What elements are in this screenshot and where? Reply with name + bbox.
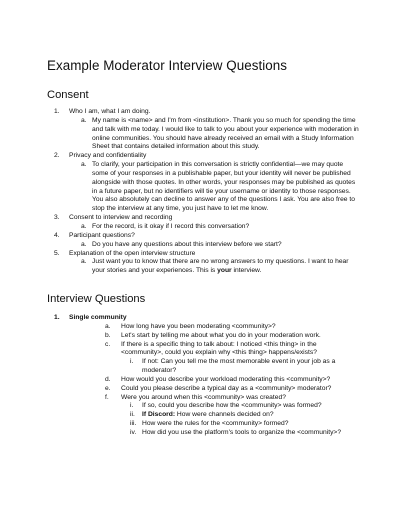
consent-subitem <box>47 223 360 232</box>
list-item-text: If there is a specific thing to talk about: I noticed <this thing> in the <community>, could you explain why <this thing> happens/exists? <box>121 340 317 357</box>
list-roman: i. <box>130 402 134 410</box>
question-item <box>47 376 360 385</box>
list-roman: iii. <box>130 420 137 428</box>
consent-subitem <box>47 258 360 276</box>
list-letter: a. <box>81 116 87 124</box>
question-subitem <box>47 411 360 420</box>
list-letter: c. <box>105 340 111 348</box>
consent-item <box>47 232 360 241</box>
list-item-text: interview. <box>231 267 262 275</box>
question-group <box>47 314 360 323</box>
list-item-text: How were channels decided on? <box>175 411 274 419</box>
consent-item <box>47 214 360 223</box>
list-item-text: Just want you to know that there are no wrong answers to my questions. I want to hear your stories and your experiences. This is <box>92 258 349 275</box>
list-letter: a. <box>81 222 87 230</box>
list-item-text: Single community <box>69 314 127 322</box>
document-title: Example Moderator Interview Questions <box>47 58 288 73</box>
list-item-text: Were you around when this <community> was created? <box>121 393 286 401</box>
list-item-text: Participant questions? <box>69 231 135 239</box>
question-item <box>47 323 360 332</box>
list-letter: a. <box>81 161 87 169</box>
list-item-text: Do you have any questions about this interview before we start? <box>92 240 282 248</box>
list-item-text: Let's start by telling me about what you do in your moderation work. <box>121 331 321 339</box>
list-number: 1. <box>54 108 60 115</box>
emphasis-text: If Discord: <box>142 411 176 419</box>
list-letter: a. <box>105 322 111 330</box>
question-item <box>47 332 360 341</box>
list-item-text: For the record, is it okay if I record this conversation? <box>92 222 250 230</box>
list-number: 1. <box>54 314 60 322</box>
consent-list <box>47 108 360 276</box>
question-subitem <box>47 358 360 376</box>
consent-subitem <box>47 161 360 214</box>
list-item-text: How were the rules for the <community> formed? <box>142 420 289 428</box>
consent-heading: Consent <box>47 89 89 101</box>
question-item <box>47 394 360 403</box>
consent-subitem <box>47 117 360 152</box>
interview-questions-heading: Interview Questions <box>47 293 146 306</box>
question-subitem <box>47 420 360 429</box>
question-subitem <box>47 429 360 438</box>
list-roman: ii. <box>130 411 135 419</box>
list-item-text: Privacy and confidentiality <box>69 152 147 160</box>
list-letter: f. <box>105 393 109 401</box>
consent-item <box>47 250 360 259</box>
list-roman: iv. <box>130 429 137 436</box>
list-item-text: Explanation of the open interview structure <box>69 249 196 257</box>
list-letter: a. <box>81 258 87 266</box>
list-item-text: How would you describe your workload moderating this <community>? <box>121 375 331 383</box>
list-letter: a. <box>81 240 87 248</box>
list-number: 2. <box>54 152 60 160</box>
question-subitem <box>47 402 360 411</box>
list-item-text: How long have you been moderating <community>? <box>121 322 276 330</box>
consent-subitem <box>47 241 360 250</box>
list-number: 3. <box>54 214 60 222</box>
consent-item <box>47 152 360 161</box>
list-letter: e. <box>105 384 111 392</box>
question-item <box>47 385 360 394</box>
emphasis-text: your <box>217 267 232 275</box>
list-item-text: If so, could you describe how the <community> was formed? <box>142 402 322 410</box>
list-letter: b. <box>105 331 111 339</box>
list-item-text: Could you please describe a typical day as a <community> moderator? <box>121 384 332 392</box>
list-item-text: If not: Can you tell me the most memorable event in your job as a moderator? <box>142 358 336 375</box>
list-letter: d. <box>105 375 111 383</box>
list-item-text: My name is <name> and I'm from <institution>. Thank you so much for spending the time and talk with me today. I would like to talk to you about your experience with moderation in online communities. You should have already received an email with a Study Information Sheet that contains detailed information about this study. <box>92 116 359 151</box>
list-item-text: To clarify, your participation in this conversation is strictly confidential—we may quote some of your responses in a publishable paper, but your identity will never be published alongside with those quotes. In other words, your responses may be published as quotes in a future paper, but no identifiers will tie your username or identity to those responses. You also absolutely can decline to answer any of the questions I ask. You are also free to stop the interview at any time, you just have to let me know. <box>92 161 356 213</box>
list-item-text: Consent to interview and recording <box>69 214 173 222</box>
question-item <box>47 341 360 359</box>
interview-questions-list <box>47 314 360 438</box>
list-roman: i. <box>130 358 134 366</box>
list-number: 5. <box>54 249 60 257</box>
consent-item <box>47 108 360 117</box>
list-number: 4. <box>54 231 60 239</box>
list-item-text: How did you use the platform's tools to organize the <community>? <box>142 429 342 436</box>
list-item-text: Who I am, what I am doing. <box>69 108 151 115</box>
